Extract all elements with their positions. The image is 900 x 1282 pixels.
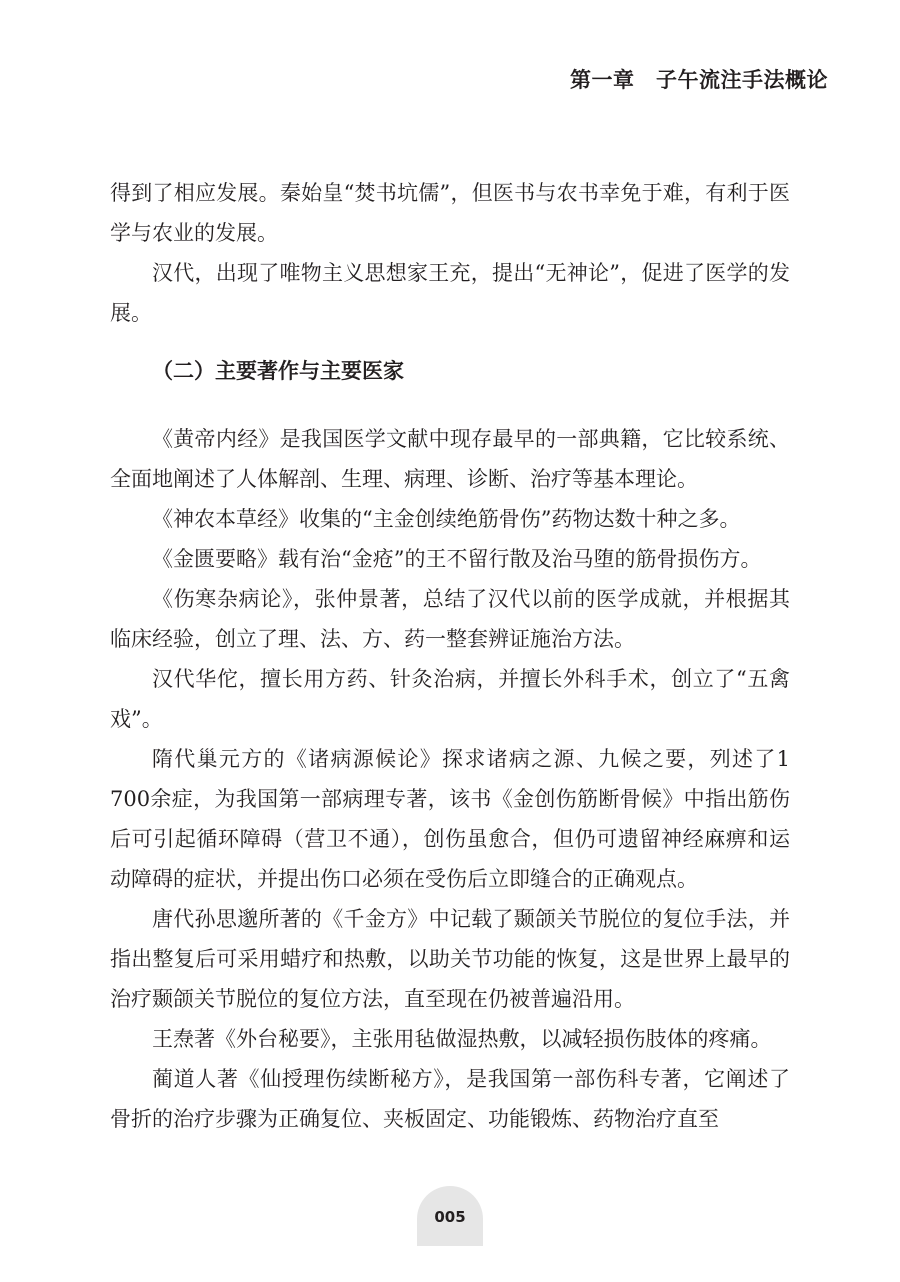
paragraph: 隋代巢元方的《诸病源候论》探求诸病之源、九候之要，列述了1 700余症，为我国第一部病理专著，该书《金创伤筋断骨候》中指出筋伤后可引起循环障碍（营卫不通），创伤虽愈合，但仍可遗留神经麻痹和运动障碍的症状，并提出伤口必须在受伤后立即缝合的正确观点。 bbox=[110, 747, 790, 891]
paragraph: 得到了相应发展。秦始皇“焚书坑儒”，但医书与农书幸免于难，有利于医学与农业的发展。 bbox=[110, 181, 790, 245]
paragraph: 唐代孙思邈所著的《千金方》中记载了颞颌关节脱位的复位手法，并指出整复后可采用蜡疗和热敷，以助关节功能的恢复，这是世界上最早的治疗颞颌关节脱位的复位方法，直至现在仍被普遍沿用。 bbox=[110, 907, 790, 1011]
page-footer bbox=[0, 1186, 900, 1246]
running-header: 第一章 子午流注手法概论 bbox=[570, 68, 828, 92]
page-body bbox=[110, 173, 790, 1139]
paragraph: 《伤寒杂病论》，张仲景著，总结了汉代以前的医学成就，并根据其临床经验，创立了理、法、方、药一整套辨证施治方法。 bbox=[110, 587, 790, 651]
section-heading: （二）主要著作与主要医家 bbox=[152, 359, 404, 383]
paragraph: 蔺道人著《仙授理伤续断秘方》，是我国第一部伤科专著，它阐述了骨折的治疗步骤为正确复位、夹板固定、功能锻炼、药物治疗直至 bbox=[110, 1067, 790, 1131]
paragraph: 《神农本草经》收集的“主金创续绝筋骨伤”药物达数十种之多。 bbox=[152, 507, 741, 531]
paragraph: 王焘著《外台秘要》，主张用毡做湿热敷，以减轻损伤肢体的疼痛。 bbox=[152, 1027, 772, 1051]
paragraph: 汉代华佗，擅长用方药、针灸治病，并擅长外科手术，创立了“五禽戏”。 bbox=[110, 667, 790, 731]
paragraph: 《黄帝内经》是我国医学文献中现存最早的一部典籍，它比较系统、全面地阐述了人体解剖、生理、病理、诊断、治疗等基本理论。 bbox=[110, 427, 790, 491]
paragraph: 《金匮要略》载有治“金疮”的王不留行散及治马堕的筋骨损伤方。 bbox=[152, 547, 762, 571]
paragraph: 汉代，出现了唯物主义思想家王充，提出“无神论”，促进了医学的发展。 bbox=[110, 261, 790, 325]
page-number: 005 bbox=[417, 1186, 483, 1246]
